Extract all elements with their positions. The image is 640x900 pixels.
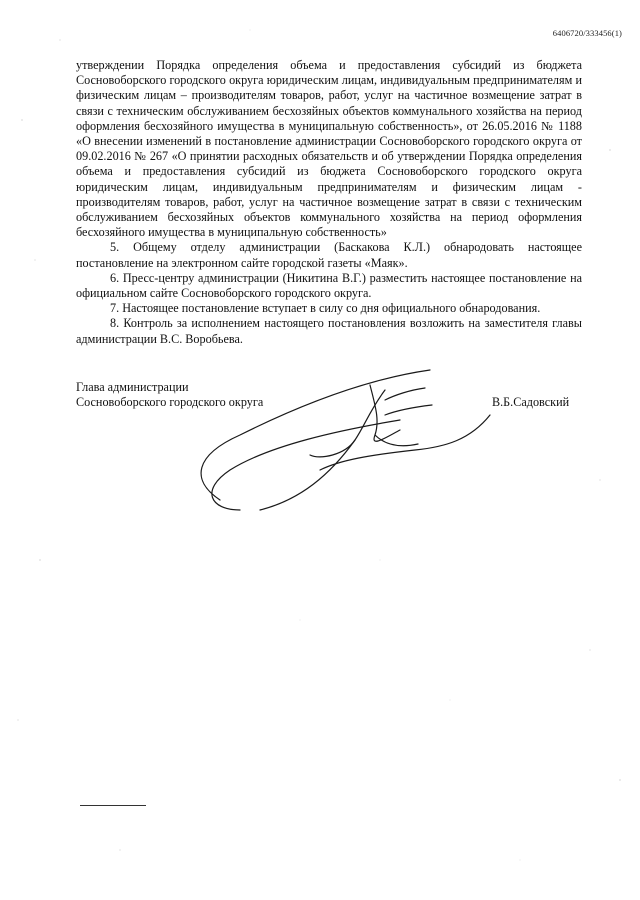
document-body	[76, 58, 582, 347]
paragraph-continuation: утверждении Порядка определения объема и предоставления субсидий из бюджета Сосновоборского городского округа юридическим лицам, индивидуальным предпринимателям и физическим лицам – производителям товаров, работ, услуг на частичное возмещение затрат в связи с техническим обслуживанием бесхозяйных объектов коммунального хозяйства на период оформления бесхозяйного имущества в муниципальную собственность», от 26.05.2016 № 1188 «О внесении изменений в постановление администрации Сосновоборского городского округа от 09.02.2016 № 267 «О принятии расходных обязательств и об утверждении Порядка определения объема и предоставления субсидий из бюджета Сосновоборского городского округа юридическим лицам, индивидуальным предпринимателям и физическим лицам - производителям товаров, работ, услуг на частичное возмещение затрат в связи с техническим обслуживанием бесхозяйных объектов коммунального хозяйства на период оформления бесхозяйного имущества в муниципальную собственность»	[76, 58, 582, 240]
footnote-separator	[80, 805, 146, 806]
signatory-name: В.Б.Садовский	[492, 395, 570, 409]
paragraph-item-6: 6. Пресс-центру администрации (Никитина В.Г.) разместить настоящее постановление на официальном сайте Сосновоборского городского округа.	[76, 270, 582, 301]
paragraph-item-5: 5. Общему отделу администрации (Баскакова К.Л.) обнародовать настоящее постановление на электронном сайте городской газеты «Маяк».	[76, 240, 582, 270]
paragraph-item-7: 7. Настоящее постановление вступает в силу со дня официального обнародования.	[110, 301, 541, 316]
signatory-title: Глава администрации	[76, 380, 189, 394]
signatory-position	[76, 380, 263, 410]
paragraph-item-8: 8. Контроль за исполнением настоящего постановления возложить на заместителя главы администрации В.С. Воробьева.	[76, 316, 582, 346]
signatory-organization: Сосновоборского городского округа	[76, 395, 264, 410]
document-id: 6406720/333456(1)	[552, 28, 622, 38]
